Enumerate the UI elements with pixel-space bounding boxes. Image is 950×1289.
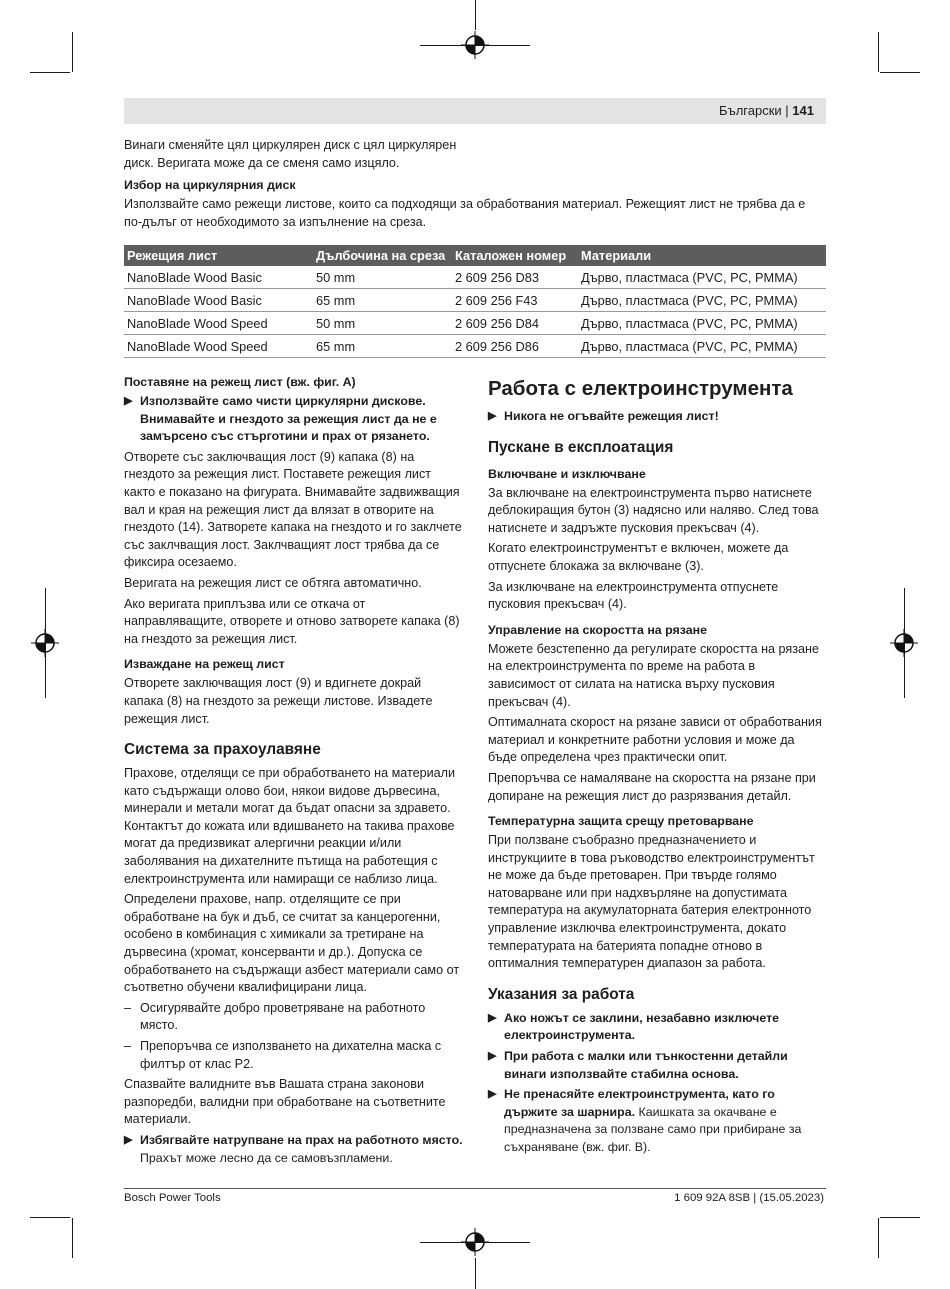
paragraph: За изключване на електроинструмента отпуснете пусковия прекъсвач (4). [488,579,779,612]
paragraph: Можете безстепенно да регулирате скоростта на рязане на електроинструмента по време на работа в зависимост от силата на натиска върху пусковия прекъсвач (4). [488,641,819,709]
bullet-text: Никога не огъвайте режещия лист! [504,409,719,423]
table-cell: Дърво, пластмаса (PVC, PC, PMMA) [578,289,826,312]
section-heading: Включване и изключване [488,466,646,481]
crop-mark [880,1217,920,1218]
paragraph: Препоръчва се намаляване на скоростта на рязане при допиране на режещия лист до разрязвания детайл. [488,770,816,803]
triangle-bullet-icon: ▶ [488,1050,497,1063]
footer-rule [124,1188,826,1189]
list-item: – Препоръчва се използването на дихателна маска с филтър от клас P2. [124,1039,442,1071]
table-row [124,266,826,289]
safety-bullet [488,408,826,426]
table-cell: 65 mm [313,335,452,358]
paragraph: За включване на електроинструмента първо натиснете деблокиращия бутон (3) надясно или наляво. След това натиснете и задръжте пусковия прекъсвач (4). [488,485,819,535]
crop-mark [475,1258,476,1289]
section-heading: Поставяне на режещ лист (вж. фиг. A) [124,375,356,389]
safety-bullet [488,1010,826,1045]
triangle-bullet-icon: ▶ [488,1088,497,1101]
bullet-text: Използвайте само чисти циркулярни дискове. Внимавайте и гнездото за режещия лист да не е замърсено със стърготини и прах от рязането. [140,394,437,444]
crop-mark [878,32,879,72]
section-heading: Система за прахоулавяне [124,741,321,759]
bullet-text: Не пренасяйте електроинструмента, като го държите за шарнира. [504,1087,775,1119]
paragraph: Ако веригата приплъзва или се откача от направляващите, отворете и отново затворете капака (8) на гнездото за режещия лист. [124,596,460,646]
table-cell: 50 mm [313,312,452,335]
list-item: – Осигурявайте добро проветряване на работното място. [124,1000,426,1033]
triangle-bullet-icon: ▶ [488,410,497,422]
page-number: 141 [792,103,814,118]
table-cell: 50 mm [313,266,452,289]
section-heading: Управление на скоростта на рязане [488,622,708,637]
crop-mark [880,72,920,73]
table-cell: NanoBlade Wood Basic [124,266,313,289]
triangle-bullet-icon: ▶ [124,395,133,407]
safety-bullet [124,1132,463,1167]
registration-mark-icon [461,31,489,59]
section-heading: Изваждане на режещ лист [124,657,285,672]
blade-selection [124,177,826,234]
table-cell: NanoBlade Wood Basic [124,289,313,312]
footer-brand: Bosch Power Tools [124,1192,221,1204]
intro-paragraph: Винаги сменяйте цял циркулярен диск с цял циркулярен диск. Веригата може да се сменя само изцяло. [124,138,457,170]
section-heading: Пускане в експлоатация [488,438,674,456]
column-header: Материали [578,245,826,266]
bullet-text: Ако ножът се заклини, незабавно изключете електроинструмента. [504,1010,780,1043]
registration-mark-icon [461,1228,489,1256]
header-language: Български [719,103,782,118]
table-header-row [124,245,826,266]
triangle-bullet-icon: ▶ [488,1011,497,1024]
left-column [124,374,463,1170]
safety-bullet [124,393,463,446]
list-item-text: Препоръчва се използването на дихателна маска с филтър от клас P2. [140,1039,442,1071]
section-heading: Температурна защита срещу претоварване [488,814,754,829]
list-item-text: Осигурявайте добро проветряване на работното място. [140,1000,426,1033]
triangle-bullet-icon: ▶ [124,1133,133,1146]
intro-block [124,137,459,175]
table-cell: NanoBlade Wood Speed [124,312,313,335]
crop-mark [30,1217,70,1218]
paragraph: Отворете със заключващия лост (9) капака (8) на гнездото за режещия лист. Поставете режещия лист както е показано на фигурата. Внимавайте задвижващия вал и края на режещия лист да влязат в отворите на гнездото (14). Затворете капака на гнездото и го заклчете със заклчващия лост. Заклчващият лост трябва да се фиксира осезаемо. [124,449,462,570]
registration-mark-icon [31,629,59,657]
crop-mark [475,0,476,30]
paragraph: Когато електроинструментът е включен, можете да отпуснете блокажа за включване (3). [488,541,789,573]
table-row [124,289,826,312]
table-cell: Дърво, пластмаса (PVC, PC, PMMA) [578,312,826,335]
bullet-text: При работа с малки или тънкостенни детайли винаги използвайте стабилна основа. [504,1049,788,1081]
header-separator: | [785,103,789,118]
column-header: Дълбочина на среза [313,245,452,266]
blade-selection-paragraph: Използвайте само режещи листове, които са подходящи за обработвания материал. Режещият лист не трябва да е по-дълъг от необходимото за изпълнение на среза. [124,197,806,229]
safety-bullet [488,1048,826,1083]
bullet-text: Избягвайте натрупване на прах на работното място. [140,1132,463,1147]
table-cell: Дърво, пластмаса (PVC, PC, PMMA) [578,266,826,289]
section-heading: Указания за работа [488,985,635,1003]
table-cell: 2 609 256 D84 [452,312,578,335]
right-column [488,376,826,1160]
table-row [124,335,826,358]
table-row [124,312,826,335]
bullet-note: Каишката за окачване е предназначена за ползване само при прибиране за съхраняване (вж. фиг. B). [504,1104,802,1154]
bullet-note: Прахът може лесно да се самовъзпламени. [140,1150,393,1165]
paragraph: Прахове, отделящи се при обработването на материали като съдържащи олово бои, някои видове дървесина, минерали и метали могат да бъдат опасни за здравето. Контактът до кожата или вдишването на такива прахове могат да предизвикат алергични реакции и/или заболявания на дихателните пътища на работещия с електроинструмента или намиращи се наблизо лица. [124,766,456,886]
crop-mark [72,1218,73,1258]
column-header: Каталожен номер [452,245,578,266]
crop-mark [72,32,73,72]
table-cell: 65 mm [313,289,452,312]
table-cell: 2 609 256 D83 [452,266,578,289]
footer-doc-id: 1 609 92A 8SB | (15.05.2023) [674,1192,824,1204]
table-cell: Дърво, пластмаса (PVC, PC, PMMA) [578,335,826,358]
crop-mark [30,72,70,73]
registration-mark-icon [890,629,918,657]
safety-bullet [488,1086,826,1156]
table-cell: NanoBlade Wood Speed [124,335,313,358]
page-header [719,103,814,118]
column-header: Режещия лист [124,245,313,266]
paragraph: Определени прахове, напр. отделящите се при обработване на бук и дъб, се считат за канцерогенни, особено в комбинация с химикали за третиране на дървесина (хромат, консерванти и др.). Допуска се обработването на съдържащи азбест материали само от съответно обучени квалифицирани лица. [124,892,460,995]
paragraph: Веригата на режещия лист се обтяга автоматично. [124,575,422,590]
crop-mark [878,1218,879,1258]
paragraph: Спазвайте валидните във Вашата страна законови разпоредби, валидни при обработване на съответните материали. [124,1077,446,1127]
paragraph: При ползване съобразно предназначението и инструкциите в това ръководство електроинструментът не може да бъде претоварен. При твърде голямо натоварване или при надхвърляне на допустимата температура на акумулаторната батерия електронното управление изключва електроинструмента, докато температурата на батерията попадне отново в оптималния температурен диапазон за работа. [488,833,815,971]
section-heading: Избор на циркулярния диск [124,178,296,192]
chapter-heading: Работа с електроинструмента [488,377,793,400]
table-cell: 2 609 256 D86 [452,335,578,358]
paragraph: Оптималната скорост на рязане зависи от обработвания материал и конкретните работни условия и може да бъде определена чрез практически опит. [488,715,822,765]
table-cell: 2 609 256 F43 [452,289,578,312]
blade-table [124,245,826,358]
paragraph: Отворете заключващия лост (9) и вдигнете докрай капака (8) на гнездото за режещи листове. Извадете режещия лист. [124,676,433,726]
